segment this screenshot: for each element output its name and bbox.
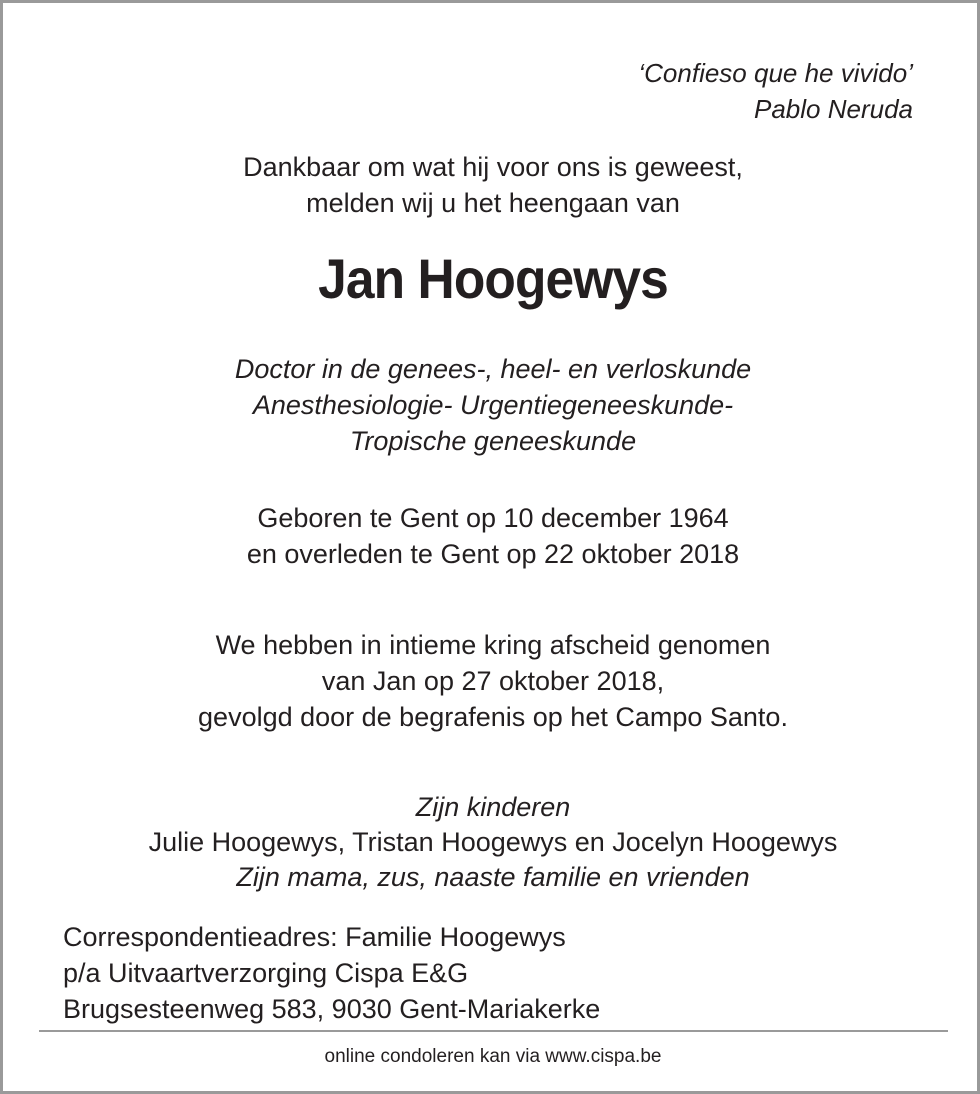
children-names: Julie Hoogewys, Tristan Hoogewys en Jocelyn Hoogewys	[148, 827, 838, 857]
birth-line: Geboren te Gent op 10 december 1964	[257, 503, 729, 533]
epigraph-quote	[638, 55, 913, 127]
quote-text: ‘Confieso que he vivido’	[638, 58, 913, 88]
intro-line-1: Dankbaar om wat hij voor ons is geweest,	[243, 152, 743, 182]
address-line-3: Brugsesteenweg 583, 9030 Gent-Mariakerke	[63, 994, 601, 1024]
condolence-footer: online condoleren kan via www.cispa.be	[324, 1046, 662, 1067]
other-relatives: Zijn mama, zus, naaste familie en vrienden	[236, 862, 750, 892]
death-line: en overleden te Gent op 22 oktober 2018	[246, 539, 740, 569]
quote-author: Pablo Neruda	[754, 94, 913, 124]
family-section	[3, 790, 980, 895]
farewell-line-2: van Jan op 27 oktober 2018,	[321, 666, 665, 696]
title-line-1: Doctor in de genees-, heel- en verloskunde	[234, 354, 752, 384]
title-line-3: Tropische geneeskunde	[349, 426, 637, 456]
farewell-line-3: gevolgd door de begrafenis op het Campo Santo.	[198, 702, 788, 732]
intro-line-2: melden wij u het heengaan van	[306, 188, 680, 218]
title-line-2: Anesthesiologie- Urgentiegeneeskunde-	[252, 390, 734, 420]
farewell-notice	[3, 627, 980, 735]
life-dates	[3, 500, 980, 572]
announcement-intro	[3, 149, 980, 221]
children-label: Zijn kinderen	[415, 792, 571, 822]
farewell-line-1: We hebben in intieme kring afscheid genomen	[215, 630, 771, 660]
deceased-name: Jan Hoogewys	[318, 247, 668, 310]
address-line-2: p/a Uitvaartverzorging Cispa E&G	[63, 958, 469, 988]
footer-divider	[39, 1030, 948, 1032]
correspondence-address	[63, 919, 600, 1027]
professional-titles	[3, 351, 980, 459]
address-line-1: Correspondentieadres: Familie Hoogewys	[63, 922, 566, 952]
